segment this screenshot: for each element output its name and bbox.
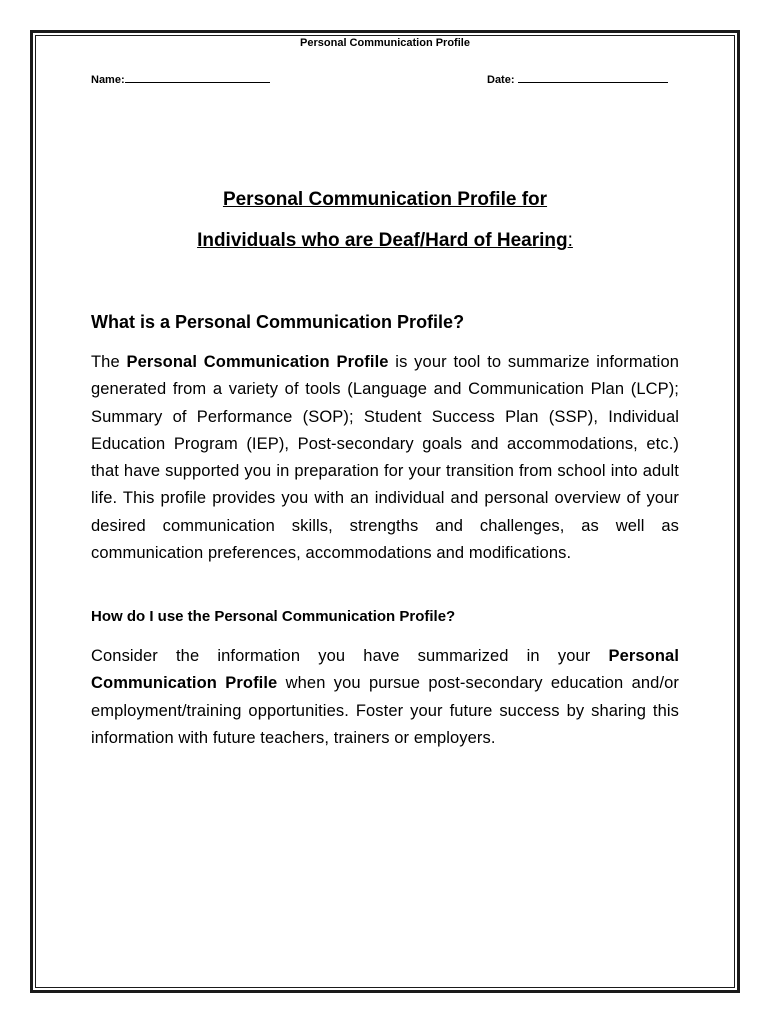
section-heading: What is a Personal Communication Profile? [91,312,465,332]
running-header: Personal Communication Profile [300,37,470,49]
document-title-line-1: Personal Communication Profile for [222,189,548,210]
usage-subheading: How do I use the Personal Communication Profile? [91,608,456,625]
date-label: Date: [487,74,515,86]
usage-paragraph-start: Consider the information you have summarized in your [91,647,609,665]
document-title-line-2-text: Individuals who are Deaf/Hard of Hearing [197,230,568,251]
date-field[interactable] [487,71,668,86]
usage-paragraph-bold: Personal Communication Profile [91,647,679,693]
intro-paragraph [91,349,679,567]
name-label: Name: [91,74,125,86]
name-field[interactable] [91,71,270,86]
intro-paragraph-bold: Personal Communication Profile [126,353,389,371]
intro-paragraph-start: The [91,353,127,371]
document-title-line-2 [0,230,770,252]
intro-paragraph-rest: is your tool to summarize information generated from a variety of tools (Language and Communication Plan (LCP); Summary of Performance (SOP); Student Success Plan (SSP), Individual Education Program (IEP), Post-secondary goals and accommodations, etc.) that have supported you in preparation for your transition from school into adult life. This profile provides you with an individual and personal overview of your desired communication skills, strengths and challenges, as well as communication preferences, accommodations and modifications. [91,353,679,563]
document-title-colon: : [567,230,573,251]
usage-paragraph [91,643,679,752]
usage-paragraph-rest: when you pursue post-secondary education and/or employment/training opportunities. Foster your future success by sharing this information with future teachers, trainers or employers. [91,674,679,747]
name-blank-line[interactable] [125,71,270,83]
header-fields [91,71,676,87]
date-blank-line[interactable] [518,71,668,83]
